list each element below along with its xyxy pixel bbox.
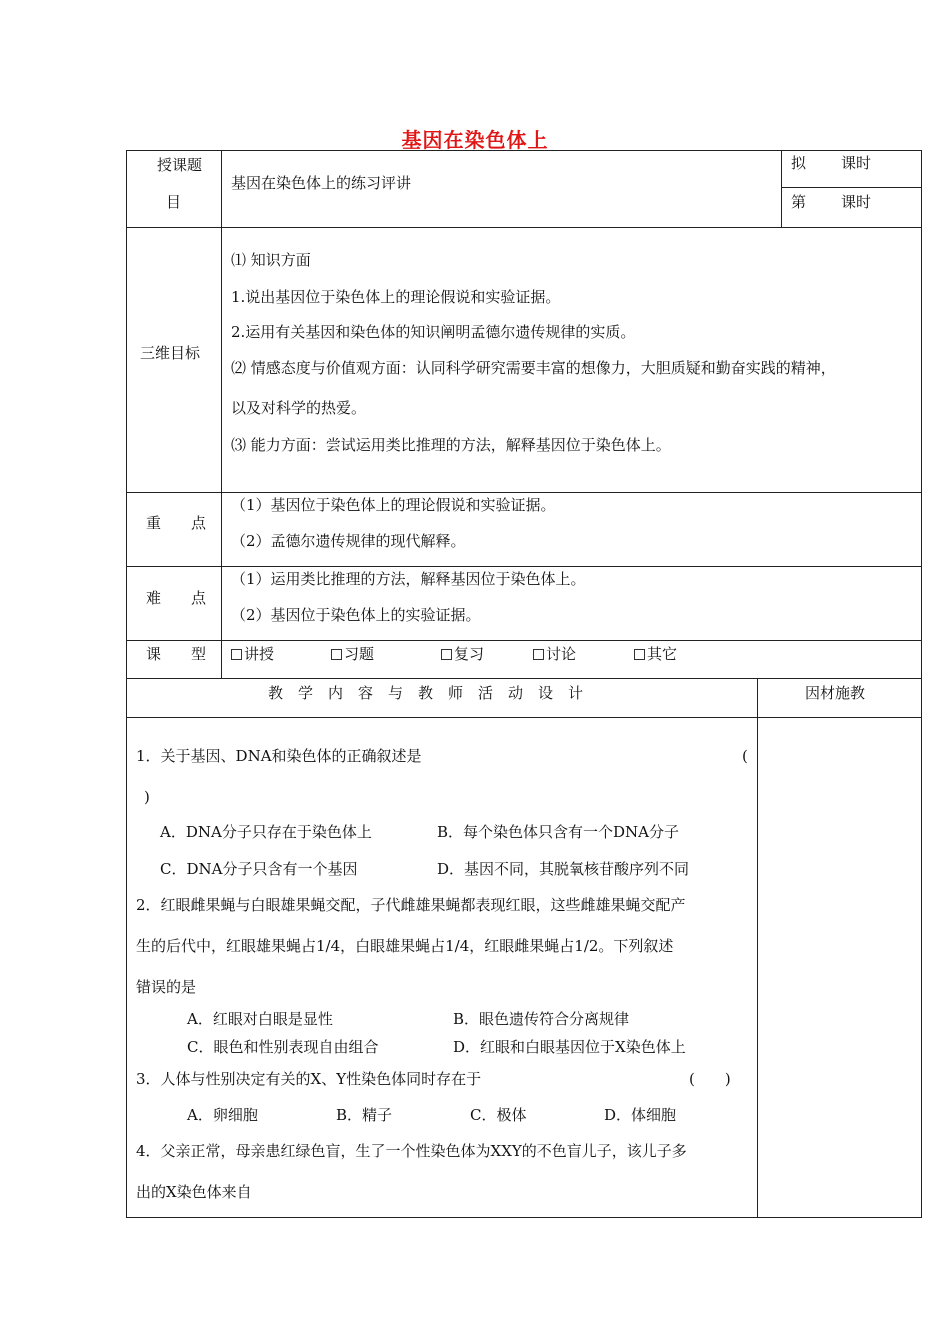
col-divider-hours <box>781 150 782 227</box>
content-header-side: 因材施教 <box>805 684 866 702</box>
hours-divider <box>781 187 922 188</box>
content-header-divider <box>126 717 922 718</box>
actual-hours-prefix: 第 <box>791 193 807 211</box>
lesson-type-option[interactable]: 讲授 <box>231 644 274 664</box>
question-2-option: D．红眼和白眼基因位于X染色体上 <box>453 1038 686 1056</box>
goals-line: ⑴ 知识方面 <box>231 251 311 269</box>
lesson-type-option[interactable]: 复习 <box>441 644 484 664</box>
lesson-type-label: 课 型 <box>146 645 207 663</box>
document-title: 基因在染色体上 <box>401 128 549 152</box>
plan-hours-prefix: 拟 <box>791 154 807 172</box>
question-1-paren-open: ( <box>742 747 748 765</box>
plan-hours-unit: 课时 <box>841 154 872 172</box>
difficulty-line: （2）基因位于染色体上的实验证据。 <box>231 606 481 624</box>
question-2-option: C．眼色和性别表现自由组合 <box>187 1038 379 1056</box>
row-divider-4 <box>126 640 922 641</box>
lesson-type-option[interactable]: 习题 <box>331 644 374 664</box>
key-point-line: （1）基因位于染色体上的理论假说和实验证据。 <box>231 496 556 514</box>
question-2-option: B．眼色遗传符合分离规律 <box>453 1010 630 1028</box>
key-point-line: （2）孟德尔遗传规律的现代解释。 <box>231 532 466 550</box>
goals-line: 1.说出基因位于染色体上的理论假说和实验证据。 <box>231 288 561 306</box>
goals-line: ⑶ 能力方面：尝试运用类比推理的方法，解释基因位于染色体上。 <box>231 436 671 454</box>
difficulties-label: 难 点 <box>146 589 207 607</box>
row-divider-3 <box>126 566 922 567</box>
checkbox-icon <box>231 649 242 660</box>
content-header-main: 教 学 内 容 与 教 师 活 动 设 计 <box>268 684 584 702</box>
goals-label: 三维目标 <box>140 344 201 362</box>
question-1-option: D．基因不同，其脱氧核苷酸序列不同 <box>437 860 690 878</box>
topic-label-line2: 目 <box>166 193 182 211</box>
question-3-option: A．卵细胞 <box>187 1106 258 1124</box>
question-4-stem-line: 出的X染色体来自 <box>136 1183 252 1201</box>
checkbox-icon <box>634 649 645 660</box>
question-3-option: D．体细胞 <box>604 1106 677 1124</box>
question-1-option: A．DNA分子只存在于染色体上 <box>160 823 372 841</box>
checkbox-icon <box>331 649 342 660</box>
question-2-stem-line: 2．红眼雌果蝇与白眼雄果蝇交配，子代雌雄果蝇都表现红眼，这些雌雄果蝇交配产 <box>136 896 686 914</box>
question-3-option: B．精子 <box>336 1106 393 1124</box>
col-divider-left <box>221 150 222 679</box>
topic-label-line1: 授课题 <box>157 156 203 174</box>
difficulty-line: （1）运用类比推理的方法，解释基因位于染色体上。 <box>231 570 586 588</box>
question-1-option: B．每个染色体只含有一个DNA分子 <box>437 823 680 841</box>
question-1-stem: 1．关于基因、DNA和染色体的正确叙述是 <box>136 747 422 765</box>
checkbox-icon <box>533 649 544 660</box>
question-3-paren: ( ) <box>689 1070 731 1088</box>
row-divider-1 <box>126 227 922 228</box>
question-2-option: A．红眼对白眼是显性 <box>187 1010 333 1028</box>
question-2-stem-line: 错误的是 <box>136 978 197 996</box>
question-1-paren-close: ) <box>144 788 150 806</box>
checkbox-icon <box>441 649 452 660</box>
goals-line: 以及对科学的热爱。 <box>231 399 367 417</box>
question-3-option: C．极体 <box>470 1106 527 1124</box>
goals-line: ⑵ 情感态度与价值观方面：认同科学研究需要丰富的想像力，大胆质疑和勤奋实践的精神， <box>231 359 836 377</box>
row-divider-2 <box>126 492 922 493</box>
goals-line: 2.运用有关基因和染色体的知识阐明孟德尔遗传规律的实质。 <box>231 323 636 341</box>
key-points-label: 重 点 <box>146 514 207 532</box>
content-col-divider <box>757 678 758 1218</box>
question-4-stem-line: 4．父亲正常，母亲患红绿色盲，生了一个性染色体为XXY的不色盲儿子，该儿子多 <box>136 1142 687 1160</box>
lesson-type-option[interactable]: 其它 <box>634 644 677 664</box>
lesson-type-option[interactable]: 讨论 <box>533 644 576 664</box>
question-1-option: C．DNA分子只含有一个基因 <box>160 860 358 878</box>
question-2-stem-line: 生的后代中，红眼雄果蝇占1/4，白眼雄果蝇占1/4，红眼雌果蝇占1/2。下列叙述 <box>136 937 674 955</box>
actual-hours-unit: 课时 <box>841 193 872 211</box>
question-3-stem: 3．人体与性别决定有关的X、Y性染色体同时存在于 <box>136 1070 482 1088</box>
topic-value: 基因在染色体上的练习评讲 <box>231 174 412 192</box>
